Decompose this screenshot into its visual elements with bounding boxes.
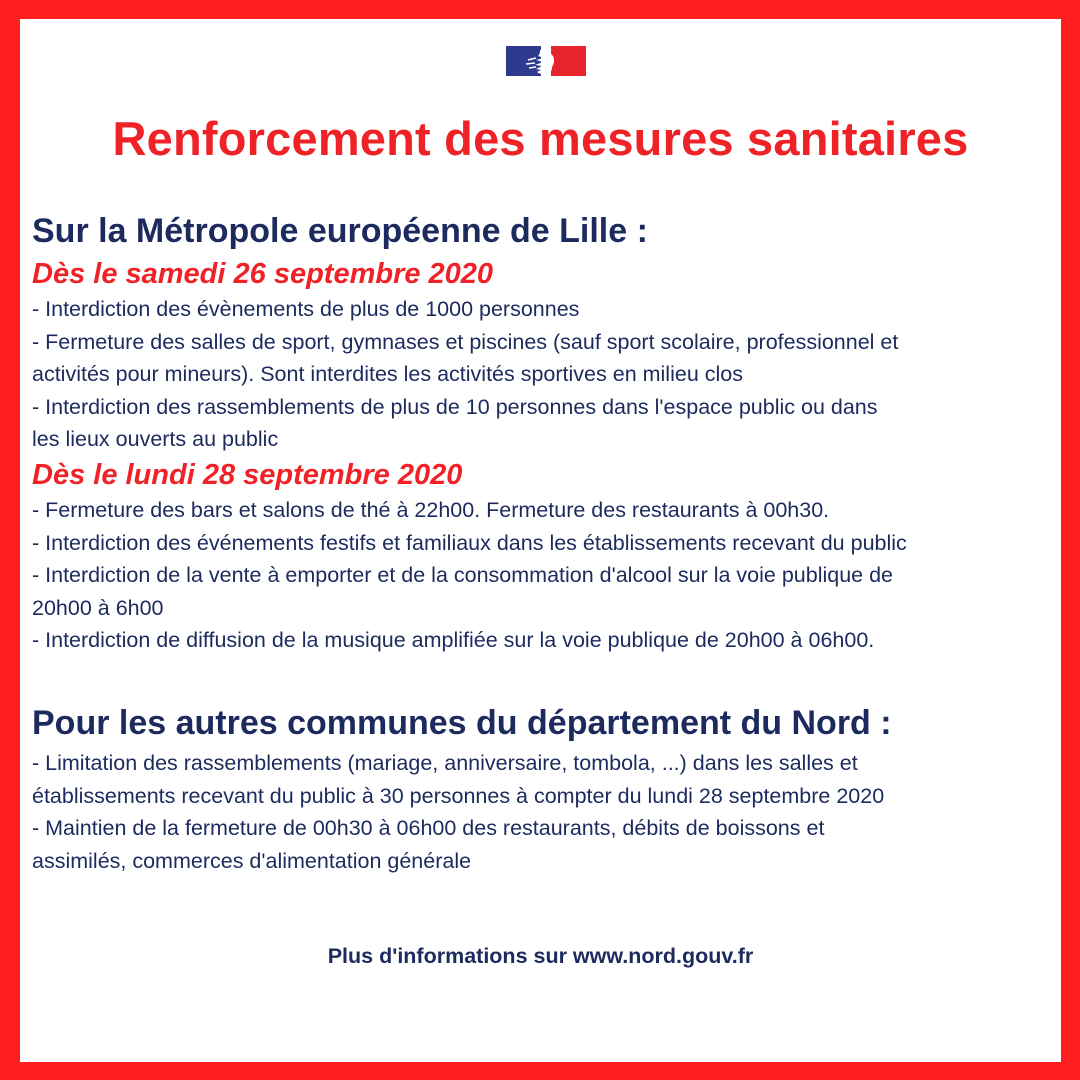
measure-line: - Interdiction de diffusion de la musique amplifiée sur la voie publique de 20h00 à 06h00. xyxy=(32,628,875,653)
section-heading-nord: Pour les autres communes du département du Nord : xyxy=(32,703,892,742)
measure-line: - Limitation des rassemblements (mariage, anniversaire, tombola, ...) dans les salles et xyxy=(32,750,858,775)
section-heading-lille: Sur la Métropole européenne de Lille : xyxy=(32,212,648,250)
main-content xyxy=(32,207,1061,877)
date-heading-28-sept: Dès le lundi 28 septembre 2020 xyxy=(32,458,463,491)
measure-line: - Interdiction de la vente à emporter et de la consommation d'alcool sur la voie publique de xyxy=(32,563,894,588)
measure-line: 20h00 à 6h00 xyxy=(32,595,164,620)
measure-line: - Maintien de la fermeture de 00h30 à 06h00 des restaurants, débits de boissons et xyxy=(32,816,825,841)
date-heading-26-sept: Dès le samedi 26 septembre 2020 xyxy=(32,258,494,290)
measure-line: - Fermeture des bars et salons de thé à 22h00. Fermeture des restaurants à 00h30. xyxy=(32,497,830,522)
measure-line: assimilés, commerces d'alimentation générale xyxy=(32,848,472,873)
marianne-logo-icon xyxy=(506,46,586,76)
marianne-profile-icon xyxy=(506,46,586,76)
measure-line: - Interdiction des événements festifs et familiaux dans les établissements recevant du public xyxy=(32,530,907,555)
measure-line: - Interdiction des évènements de plus de 1000 personnes xyxy=(32,297,580,321)
measure-line: activités pour mineurs). Sont interdites les activités sportives en milieu clos xyxy=(32,362,743,387)
measure-line: - Interdiction des rassemblements de plus de 10 personnes dans l'espace public ou dans xyxy=(32,394,878,419)
poster-frame xyxy=(20,19,1061,1062)
footer-info: Plus d'informations sur www.nord.gouv.fr xyxy=(327,944,754,968)
measure-line: établissements recevant du public à 30 personnes à compter du lundi 28 septembre 2020 xyxy=(32,783,885,808)
measure-line: les lieux ouverts au public xyxy=(32,427,279,452)
page-title: Renforcement des mesures sanitaires xyxy=(112,112,969,165)
measure-line: - Fermeture des salles de sport, gymnases et piscines (sauf sport scolaire, professionnel et xyxy=(32,329,899,354)
spacer xyxy=(32,657,1061,699)
